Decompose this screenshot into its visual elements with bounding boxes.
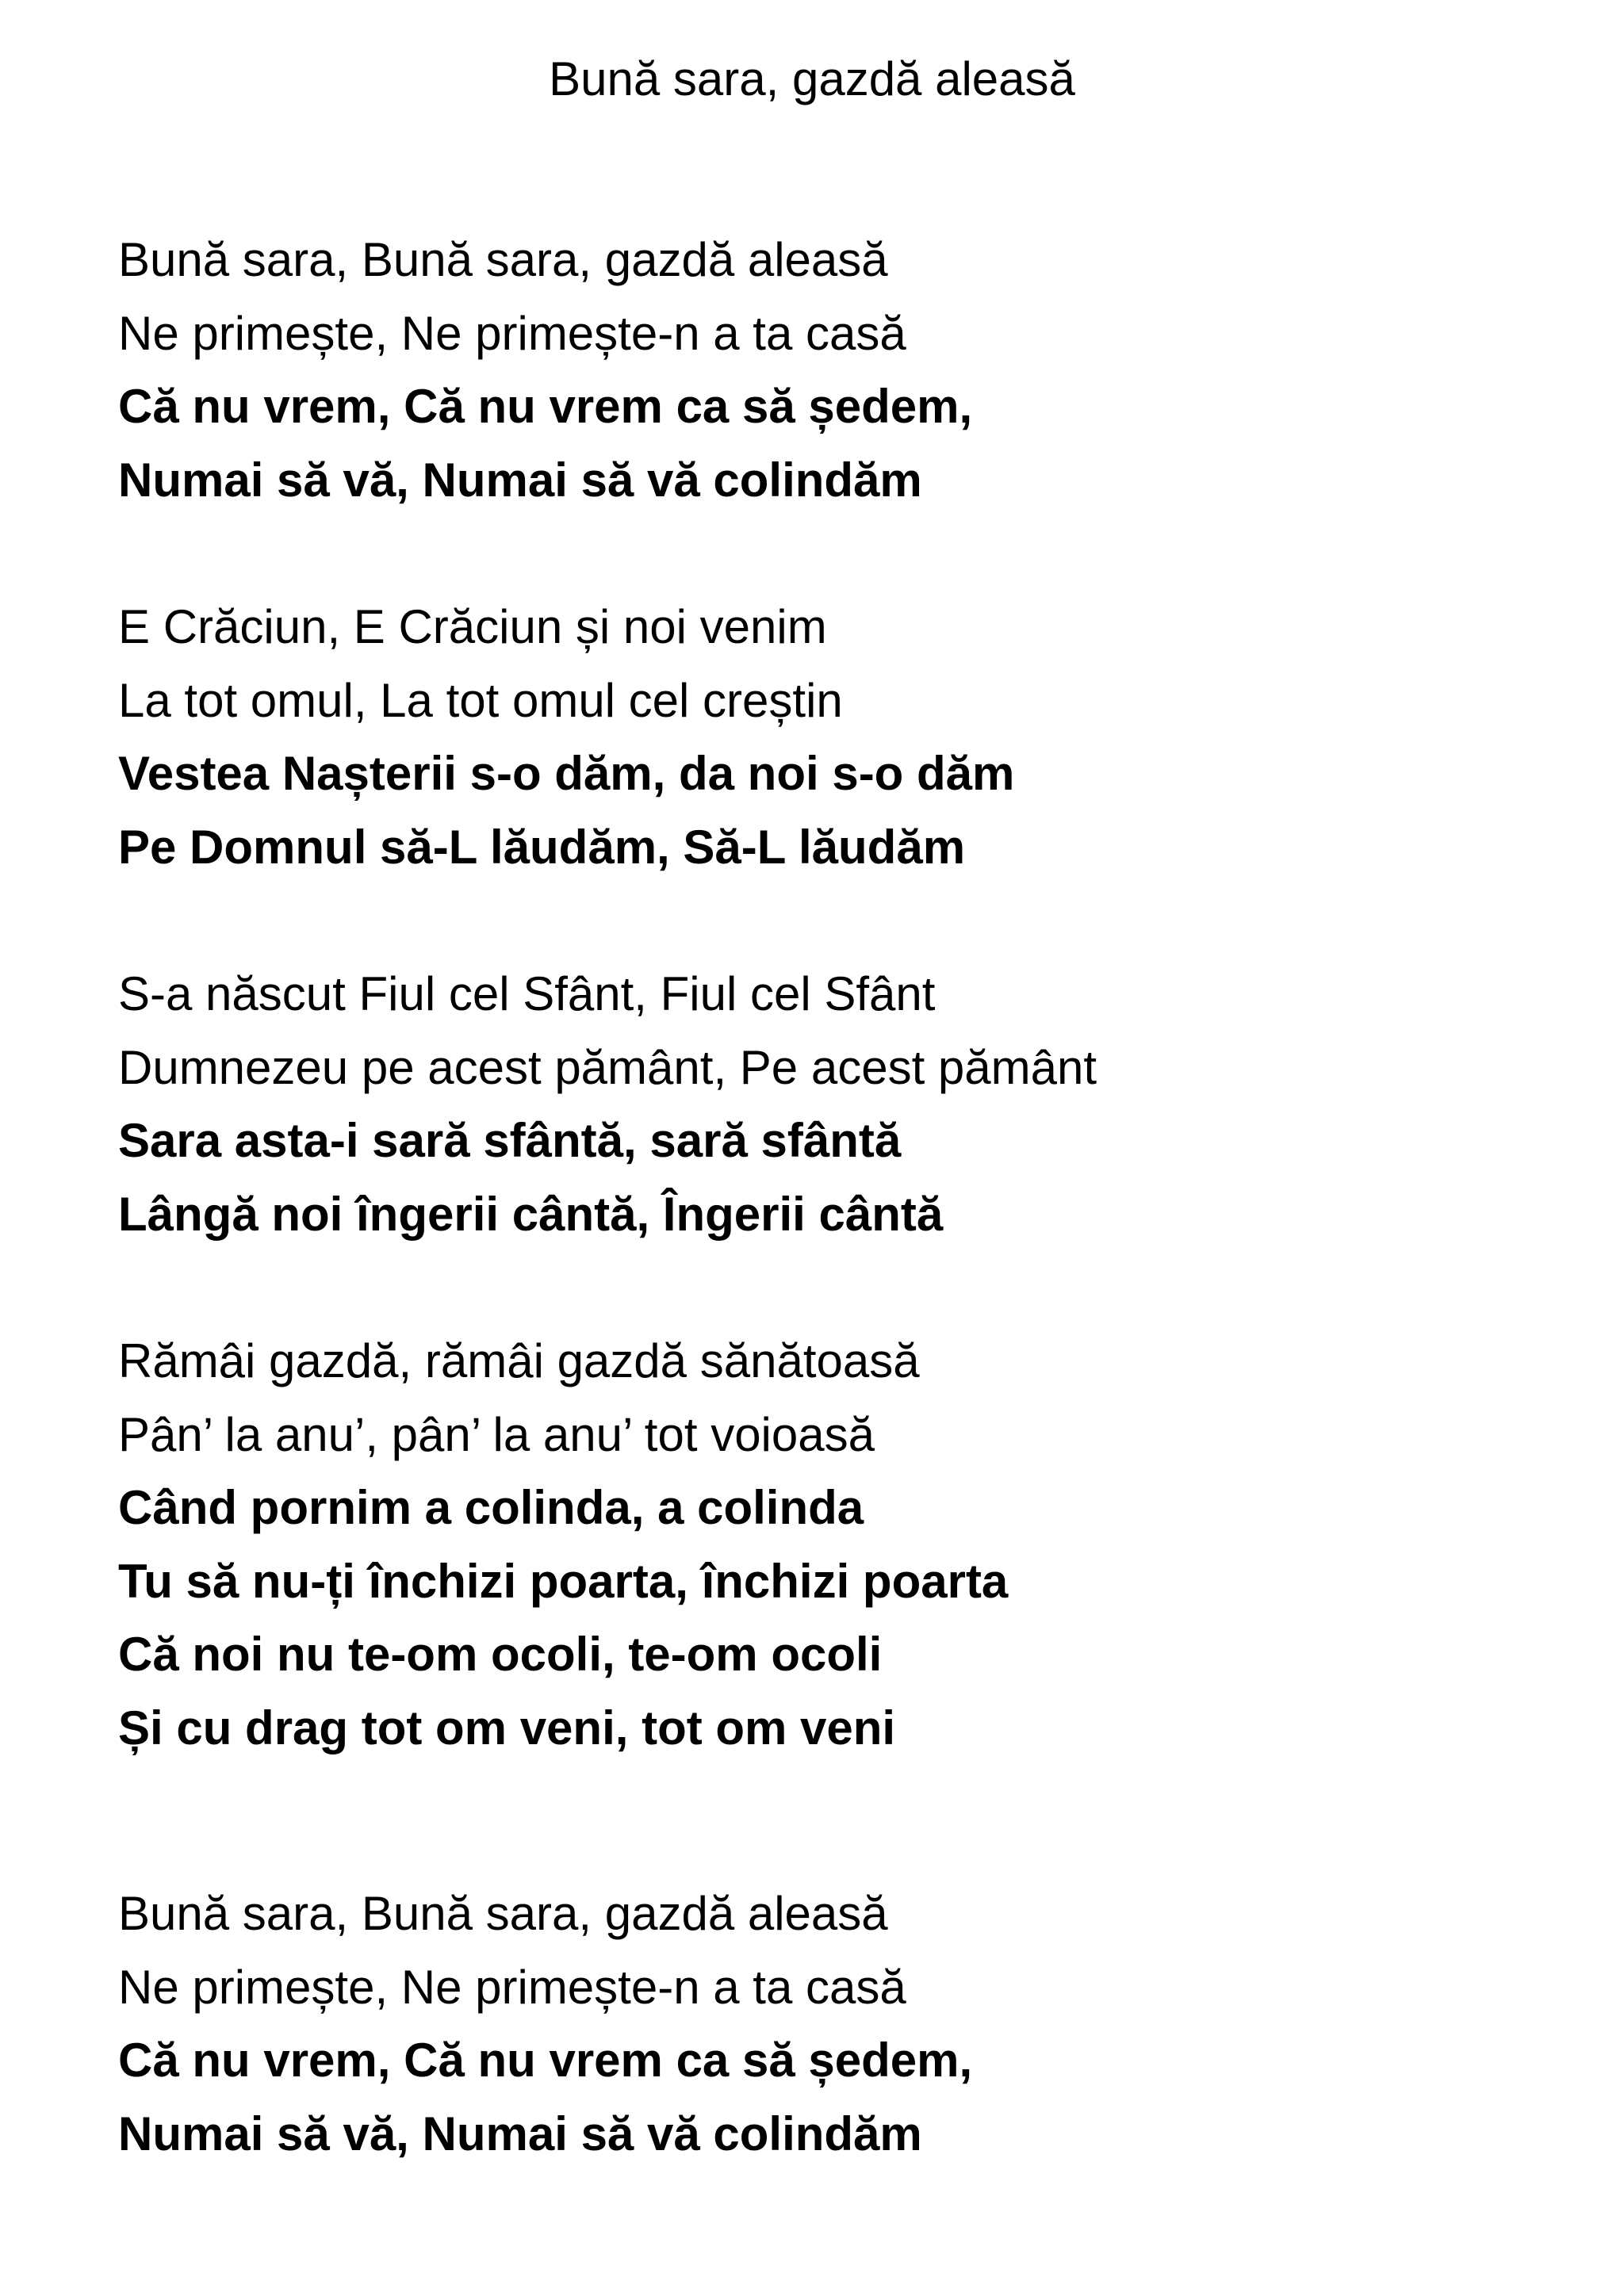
lyric-line: S-a născut Fiul cel Sfânt, Fiul cel Sfânt (118, 967, 936, 1020)
lyric-line-bold: Numai să vă, Numai să vă colindăm (118, 2107, 922, 2160)
lyric-line-bold: Lângă noi îngerii cântă, Îngerii cântă (118, 1187, 944, 1241)
lyric-line-bold: Că nu vrem, Că nu vrem ca să ședem, (118, 380, 973, 433)
lyric-line: Pân’ la anu’, pân’ la anu’ tot voioasă (118, 1407, 875, 1461)
lyric-line-bold: Că nu vrem, Că nu vrem ca să ședem, (118, 2034, 973, 2087)
page-title: Bună sara, gazdă aleasă (549, 52, 1075, 105)
stanza-4 (118, 1325, 1545, 1765)
lyric-line-bold: Și cu drag tot om veni, tot om veni (118, 1701, 896, 1755)
stanza-3 (118, 958, 1545, 1251)
lyric-line-bold: Tu să nu-ți închizi poarta, închizi poarta (118, 1554, 1009, 1608)
lyric-line-bold: Când pornim a colinda, a colinda (118, 1481, 864, 1534)
lyric-line: Ne primește, Ne primește-n a ta casă (118, 1960, 906, 2014)
lyric-line: Ne primește, Ne primește-n a ta casă (118, 306, 906, 360)
lyric-line: Bună sara, Bună sara, gazdă aleasă (118, 1887, 888, 1940)
stanza-2 (118, 591, 1545, 884)
lyric-line-bold: Numai să vă, Numai să vă colindăm (118, 453, 922, 507)
lyric-line-bold: Pe Domnul să-L lăudăm, Să-L lăudăm (118, 820, 966, 874)
lyric-line-bold: Că noi nu te-om ocoli, te-om ocoli (118, 1628, 883, 1681)
stanza-1 (118, 224, 1545, 517)
stanza-5 (118, 1877, 1545, 2171)
lyric-line-bold: Sara asta-i sară sfântă, sară sfântă (118, 1114, 902, 1167)
lyric-line: E Crăciun, E Crăciun și noi venim (118, 600, 827, 653)
lyric-line: Rămâi gazdă, rămâi gazdă sănătoasă (118, 1334, 920, 1387)
lyric-line: Bună sara, Bună sara, gazdă aleasă (118, 233, 888, 286)
lyric-line: Dumnezeu pe acest pământ, Pe acest pământ (118, 1040, 1097, 1094)
lyric-line: La tot omul, La tot omul cel creștin (118, 673, 843, 727)
lyric-line-bold: Vestea Nașterii s-o dăm, da noi s-o dăm (118, 747, 1015, 800)
